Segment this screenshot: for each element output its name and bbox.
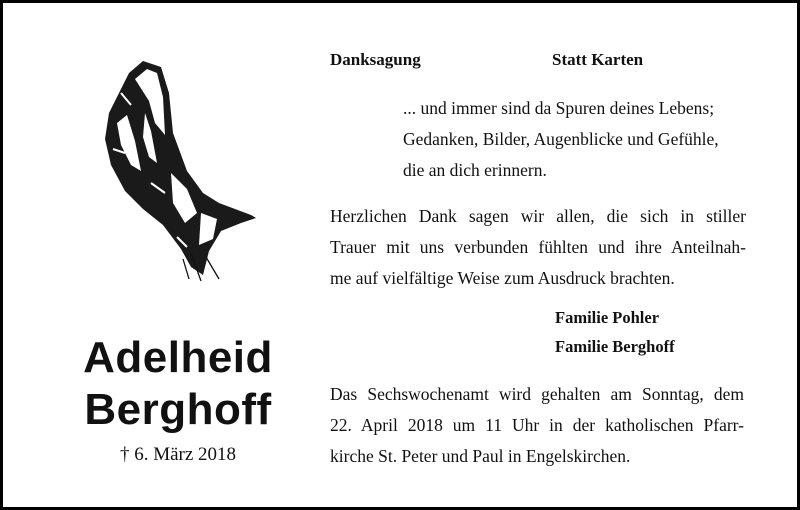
death-date: † 6. März 2018 <box>119 444 237 465</box>
heading-statt-karten: Statt Karten <box>552 50 644 69</box>
service-line: 22. April 2018 um 11 Uhr in der katholischen Pfarr- <box>330 415 744 435</box>
poem-line: ... und immer sind da Spuren deines Lebens; <box>403 98 715 118</box>
poem-line: Gedanken, Bilder, Augenblicke und Gefühle, <box>403 129 719 149</box>
thanks-line: Trauer mit uns verbunden fühlten und ihre Anteilnah- <box>330 237 746 257</box>
thanks-line: Herzlichen Dank sagen wir allen, die sich in stiller <box>330 206 746 226</box>
family-berghoff: Familie Berghoff <box>555 337 675 356</box>
deceased-first-name: Adelheid <box>83 333 273 382</box>
poem-line: die an dich erinnern. <box>403 160 547 180</box>
deceased-last-name: Berghoff <box>84 385 272 434</box>
praying-hands-icon <box>91 53 266 283</box>
family-pohler: Familie Pohler <box>555 308 660 327</box>
poem <box>403 93 719 186</box>
thanks-paragraph <box>330 201 746 294</box>
service-paragraph <box>330 379 744 472</box>
service-line: Das Sechswochenamt wird gehalten am Sonntag, dem <box>330 384 744 404</box>
thanks-line: me auf vielfältige Weise zum Ausdruck brachten. <box>330 268 675 288</box>
heading-danksagung: Danksagung <box>330 50 421 69</box>
service-line: kirche St. Peter und Paul in Engelskirchen. <box>330 446 631 466</box>
